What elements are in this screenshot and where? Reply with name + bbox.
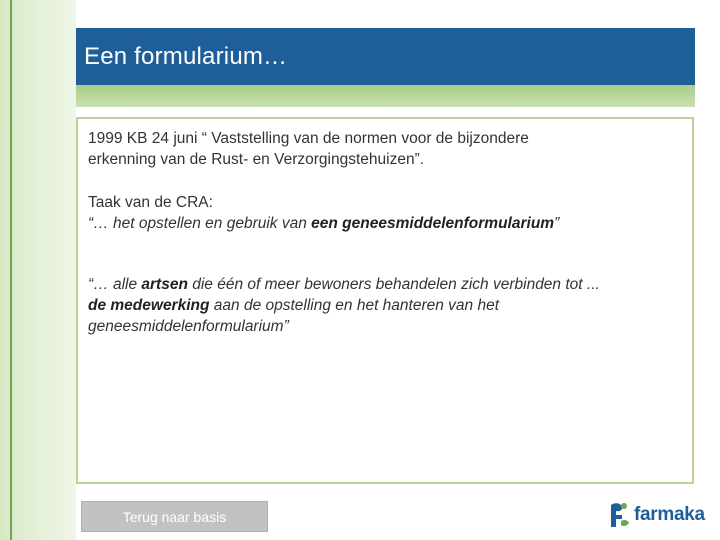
farmaka-logo [605, 499, 705, 531]
back-to-base-label: Terug naar basis [122, 508, 227, 525]
quote-text-end: ” [554, 215, 560, 232]
title-underline-band [76, 85, 695, 107]
farmaka-logo-icon [605, 501, 631, 529]
quote-part-c: die één of meer bewoners behandelen zich verbinden tot ... [187, 276, 600, 293]
paragraph-physicians-quote [88, 274, 688, 337]
left-accent-line [10, 0, 12, 540]
title-bar [76, 28, 695, 85]
farmaka-logo-text: farmaka [634, 504, 705, 525]
quote-part-a: “… alle [88, 276, 142, 293]
paragraph-kb-decree-continuation: erkenning van de Rust- en Verzorgingstehuizen”. [88, 151, 425, 168]
quote-emphasis-formularium: een geneesmiddelenformularium [311, 215, 555, 232]
quote-emphasis-artsen: artsen [141, 276, 188, 293]
paragraph-cra-task-label: Taak van de CRA: [88, 194, 213, 211]
paragraph-cra-task-quote [88, 213, 688, 234]
slide-title: Een formularium… [84, 42, 288, 70]
paragraph-kb-decree: 1999 KB 24 juni “ Vaststelling van de normen voor de bijzondere [88, 130, 529, 147]
back-to-base-button[interactable] [81, 501, 268, 532]
slide-content [88, 128, 688, 337]
quote-part-e: aan de opstelling en het hanteren van het [209, 297, 500, 314]
quote-emphasis-medewerking: de medewerking [88, 297, 210, 314]
quote-part-f: geneesmiddelenformularium” [88, 318, 289, 335]
quote-text-start: “… het opstellen en gebruik van [88, 215, 312, 232]
